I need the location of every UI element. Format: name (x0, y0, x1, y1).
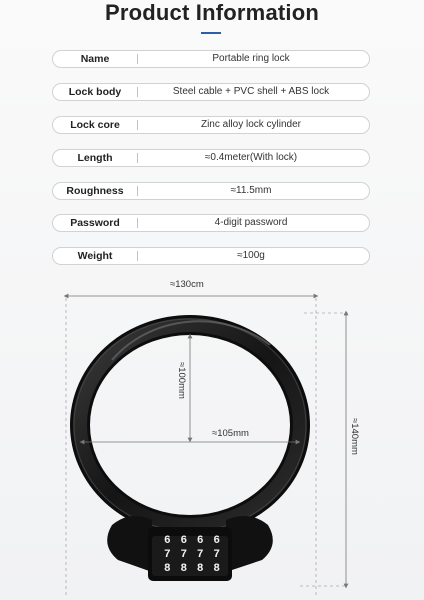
spec-value: Portable ring lock (212, 53, 290, 64)
spec-value: Zinc alloy lock cylinder (200, 119, 302, 130)
spec-value: ≈11.5mm (230, 185, 272, 196)
dial-digit[interactable]: 6 (196, 535, 204, 547)
dial-digit[interactable]: 6 (180, 535, 188, 547)
dim-label-inner-width: ≈105mm (212, 428, 249, 439)
spec-label: Lock core (70, 119, 120, 131)
dial-digit[interactable]: 7 (180, 549, 188, 561)
dial-digit[interactable]: 8 (196, 563, 204, 575)
spec-value: 4-digit password (214, 217, 288, 228)
dial-row (164, 563, 220, 575)
spec-label: Name (80, 53, 110, 65)
page-title: Product Information (104, 0, 319, 25)
spec-label: Password (70, 217, 120, 229)
spec-label: Lock body (68, 86, 122, 98)
dial-digit[interactable]: 7 (164, 549, 171, 561)
lock-dials (164, 535, 220, 577)
dim-label-total-height: ≈140mm (349, 418, 360, 455)
spec-value: ≈0.4meter(With lock) (204, 152, 298, 163)
dial-digit[interactable]: 6 (164, 535, 171, 547)
spec-value: Steel cable + PVC shell + ABS lock (172, 86, 330, 97)
spec-label: Roughness (66, 185, 124, 197)
dial-row (164, 535, 220, 547)
spec-label: Length (77, 152, 113, 164)
lock-end-left (107, 516, 152, 572)
dial-digit[interactable]: 8 (180, 563, 188, 575)
dial-digit[interactable]: 8 (164, 563, 171, 575)
lock-end-right (226, 516, 273, 572)
dim-label-inner-height: ≈100mm (176, 362, 187, 399)
dial-digit[interactable]: 6 (213, 535, 220, 547)
dim-label-width: ≈130cm (170, 279, 204, 290)
dial-digit[interactable]: 8 (213, 563, 220, 575)
dial-digit[interactable]: 7 (213, 549, 220, 561)
dial-row (164, 549, 220, 561)
spec-value: ≈100g (237, 250, 265, 261)
spec-label: Weight (77, 250, 113, 262)
dial-digit[interactable]: 7 (196, 549, 204, 561)
